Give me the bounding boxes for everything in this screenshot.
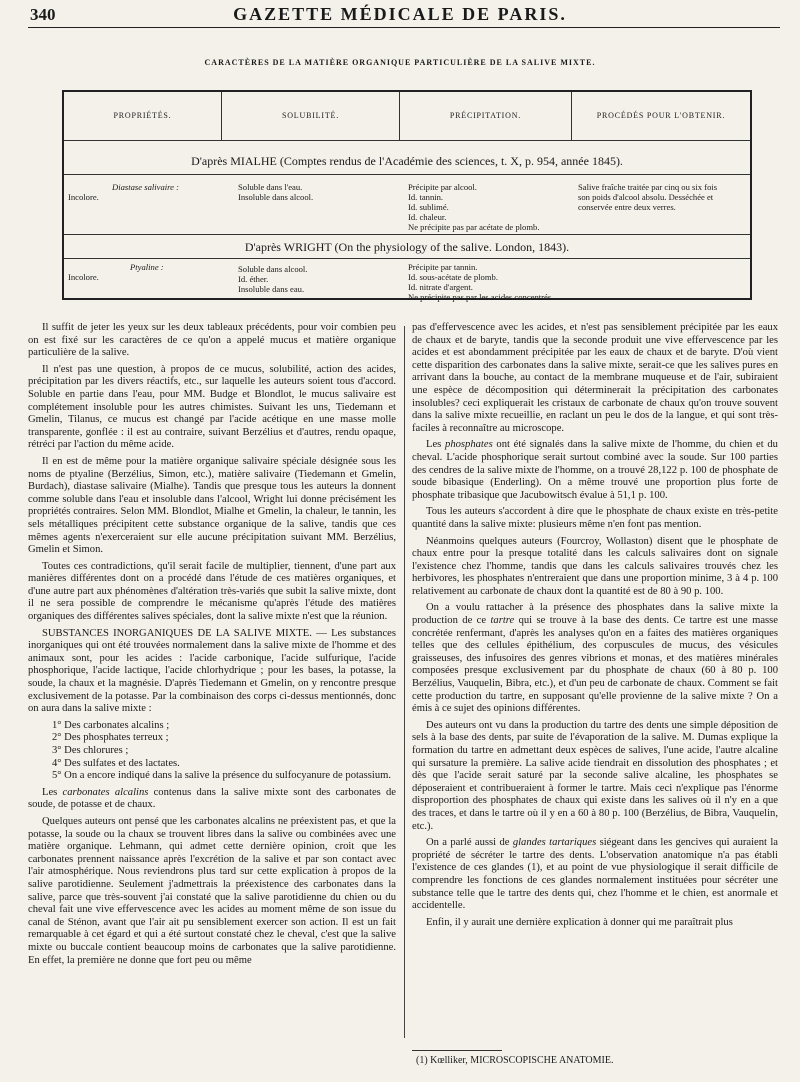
paragraph: Enfin, il y aurait une dernière explication à donner qui me paraîtrait plus bbox=[426, 916, 733, 928]
col-header-proprietes: PROPRIÉTÉS. bbox=[64, 92, 222, 140]
page-header bbox=[0, 0, 800, 26]
row2-prop: Incolore. bbox=[68, 272, 99, 282]
table-rule bbox=[64, 140, 750, 141]
list-item: 3° Des chlorures ; bbox=[52, 745, 129, 756]
table-rule bbox=[64, 258, 750, 259]
properties-table bbox=[62, 90, 752, 300]
list-item: 4° Des sulfates et des lactates. bbox=[52, 757, 180, 769]
page-number: 340 bbox=[30, 5, 56, 24]
footnote: (1) Kœlliker, MICROSCOPISCHE ANATOMIE. bbox=[416, 1055, 614, 1066]
source-wright: D'après WRIGHT (On the physiology of the salive. London, 1843). bbox=[244, 240, 570, 254]
row1-procedure: Salive fraîche traitée par cinq ou six fois son poids d'alcool absolu. Desséchée et conservée entre deux verres. bbox=[578, 182, 718, 212]
paragraph: pas d'effervescence avec les acides, et n'est pas sensiblement précipitée par les eaux de chaux et de baryte, tandis que la seconde produit une vive effervescence par les acides et est abondamment précipitée par les eaux de chaux et de baryte. D'où vient cette disparition des carbonates dans la salive mixte, serait-ce que les salives pures en arrivant dans la bouche, au contact de la membrane muqueuse et de l'air, subiraient une espèce de décomposition qui déterminerait la précipitation des carbonates insolubles? ceci expliquerait les cristaux de carbonate de chaux qu'on trouve souvent dans la salive mixte recueillie, en raclant un peu le dos de la langue, et qui sont très-faciles à reconnaître au microscope. bbox=[412, 322, 778, 434]
paragraph: On a voulu rattacher à la présence des phosphates dans la salive mixte la production de ce tartre qui se trouve à la base des dents. Ce tartre est une masse concrétée renfermant, d'après les analyses qu'on en a faites des matières organiques telles que des cellules épithélium, des corpuscules de mucus, des vésicules graisseuses, des infusoires des genres vibrions et monas, et des matières minérales composées presque exclusivement par du phosphate de chaux (60 à 80 p. 100 Berzélius, Vauquelin, Bibra, etc.), et d'un peu de carbonate de chaux. Comment se fait cette production du tartre, en supposant qu'elle provienne de la salive mixte ? On a émis à ce sujet des opinions différentes. bbox=[412, 602, 778, 715]
paragraph: Néanmoins quelques auteurs (Fourcroy, Wollaston) disent que le phosphate de chaux entre pour la presque totalité dans les calculs salivaires dont on signale l'existence chez l'homme, tandis que dans les calculs salivaires trouvés chez les herbivores, les phosphates n'entreraient que dans une proportion minime, 3 à 4 p. 100 relativement au carbonate de chaux dont la quantité est de 80 à 90 p. 100. bbox=[412, 535, 778, 597]
col-header-precipitation: PRÉCIPITATION. bbox=[400, 92, 572, 140]
inorganic-list bbox=[28, 720, 396, 783]
table-rule bbox=[64, 234, 750, 235]
paragraph: SUBSTANCES INORGANIQUES DE LA SALIVE MIXTE. — Les substances inorganiques qui ont été trouvées normalement dans la salive mixte de l'homme et des animaux sont, pour les acides : l'acide carbonique, l'acide sulfurique, l'acide phosphorique, l'acide lactique, l'acide chlorhydrique ; pour les bases, la potasse, la soude, la chaux et la magnésie. D'après Tiedemann et Gmelin, on y rencontre presque exclusivement de la potasse. Par la combinaison des corps ci-dessus mentionnés, donc on aura dans la salive mixte : bbox=[28, 627, 396, 715]
paragraph: Tous les auteurs s'accordent à dire que le phosphate de chaux existe en très-petite quantité dans la salive mixte: plusieurs même n'en font pas mention. bbox=[412, 506, 778, 530]
header-rule bbox=[28, 27, 780, 28]
footnote-rule bbox=[412, 1050, 502, 1051]
paragraph: On a parlé aussi de glandes tartariques siégeant dans les gencives qui auraient la propriété de sécréter le tartre des dents. L'observation anatomique n'a pas établi l'existence de ces glandes (1), et au point de vue physiologique il serait difficile de comprendre les fonctions de ces glandes normalement instituées pour sécréter une substance telle que le tartre des dents qui, chez l'homme et le chien, est anormale et accidentelle. bbox=[412, 837, 778, 912]
row1-name: Diastase salivaire : bbox=[112, 182, 179, 192]
section-heading: SUBSTANCES INORGANIQUES DE LA SALIVE MIXTE. bbox=[42, 627, 312, 639]
paragraph: Il en est de même pour la matière organique salivaire spéciale désignée sous les noms de ptyaline (Berzélius, Simon, etc.), matière salivaire (Tiedemann et Gmelin, Burdach), diastase salivaire (Mialhe). Tandis que presque tous les auteurs la donnent comme soluble dans l'eau et insoluble dans l'alcool, Wright lui donne précisément les propriétés contraires. Selon MM. Blondlot, Mialhe et Gmelin, la chaleur, le tannin, les sels métalliques précipitent cette substance organique de la salive, tandis que ces mêmes agents n'exerceraient sur elle aucune précipitation suivant MM. Berzélius, Gmelin et Simon. bbox=[28, 455, 396, 556]
col-header-procedes: PROCÉDÉS POUR L'OBTENIR. bbox=[596, 111, 726, 120]
column-rule bbox=[404, 326, 405, 1038]
paragraph: Toutes ces contradictions, qu'il serait facile de multiplier, tiennent, d'une part aux manières différentes dont on a procédé dans l'étude de ces matières organiques, et d'une autre part aux phénomènes d'altération très-variés que subit la salive mixte, dont il ne sera possible de comprendre le mécanisme qu'après l'étude des matières organiques des différentes salives spéciales, dont la salive mixte n'est que la réunion. bbox=[28, 560, 396, 623]
journal-title: GAZETTE MÉDICALE DE PARIS. bbox=[233, 4, 567, 24]
table-title: CARACTÈRES DE LA MATIÈRE ORGANIQUE PARTICULIÈRE DE LA SALIVE MIXTE. bbox=[204, 58, 596, 67]
list-item: 5° On a encore indiqué dans la salive la présence du sulfocyanure de potassium. bbox=[52, 770, 392, 782]
row2-name: Ptyaline : bbox=[130, 262, 164, 272]
table-rule bbox=[64, 174, 750, 175]
paragraph: Les carbonates alcalins contenus dans la salive mixte sont des carbonates de soude, de potasse et de chaux. bbox=[28, 786, 396, 811]
row1-solubility: Soluble dans l'eau. Insoluble dans alcool. bbox=[238, 182, 314, 202]
row2-precipitation: Précipite par tannin. Id. sous-acétate de plomb. Id. nitrate d'argent. Ne précipite pas par les acides concentrés. bbox=[408, 262, 554, 302]
paragraph: Les phosphates ont été signalés dans la salive mixte de l'homme, du chien et du cheval. L'acide phosphorique serait surtout combiné avec la soude. Sur 100 parties des cendres de la salive mixte de l'homme, on a trouvé 28,122 p. 100 de phosphate de soude bibasique (Enderling). On a même trouvé une proportion plus forte de phosphate tribasique que Jacubowitsch évalue à 51,1 p. 100. bbox=[412, 439, 778, 501]
left-column bbox=[28, 322, 396, 971]
row1-prop: Incolore. bbox=[68, 192, 99, 202]
paragraph: Quelques auteurs ont pensé que les carbonates alcalins ne préexistent pas, et que la potasse, la soude ou la chaux se trouvent libres dans la salive ou combinées avec une matière organique. Lehmann, qui admet cette dernière opinion, croit que les carbonates prennent naissance après l'excrétion de la salive et par son contact avec l'air atmosphérique. Nous reviendrons plus tard sur cette explication à propos de la salive parotidienne. Seulement j'admettrais la préexistence des carbonates dans la salive, parce que très-souvent j'ai constaté que la salive parotidienne du chien ou du cheval fait une vive effervescence avec les acides au moment même de son issue du canal de Sténon, avant que l'air ait pu sensiblement exercer son action. Il est un fait remarquable à cet égard et qui a été surtout constaté chez le cheval, c'est que la salive mixte ou buccale contient beaucoup moins de carbonates que la salive parotidienne. En effet, la première ne donne que fort peu ou même bbox=[28, 815, 396, 966]
col-header-solubilite: SOLUBILITÉ. bbox=[222, 92, 400, 140]
paragraph: Il n'est pas une question, à propos de ce mucus, solubilité, action des acides, précipitation par les divers réactifs, etc., sur laquelle les auteurs soient tous d'accord. Soluble en partie dans l'eau, pour MM. Budge et Blondlot, le mucus salivaire est complétement insoluble pour les autres chimistes. Suivant les uns, Tiedemann et Gmelin, Tilanus, ce mucus est changé par l'acide acétique en une masse molle transparente, gonflée : il est au contraire, suivant Berzélius et d'autres, rendu opaque, rétréci par l'action du même acide. bbox=[28, 363, 396, 451]
row1-precipitation: Précipite par alcool. Id. tannin. Id. sublimé. Id. chaleur. Ne précipite pas par acétate de plomb. bbox=[408, 182, 540, 232]
list-item: 1° Des carbonates alcalins ; bbox=[52, 719, 170, 731]
list-item: 2° Des phosphates terreux ; bbox=[52, 732, 169, 744]
paragraph: Des auteurs ont vu dans la production du tartre des dents une simple déposition de sels à la base des dents, par suite de l'évaporation de la salive. M. Dumas explique la formation du tartre en admettant deux espèces de salives, l'une acide, l'autre alcaline qui sursature la première. La salive acide tiendrait en dissolution des phosphates ; et dès que l'acide serait saturé par la seconde salive alcaline, les phosphates se déposeraient et contribueraient à former le tartre. Mais ceci n'explique pas l'énorme disproportion des phosphates de chaux qui existe dans les salives où il n'y en a que des traces, et dans le tartre où il y en a 60 à 80 p. 100 (Berzélius, de Bibra, Vauquelin, etc.). bbox=[412, 719, 778, 832]
source-mialhe: D'après MIALHE (Comptes rendus de l'Académie des sciences, t. X, p. 954, année 1845). bbox=[191, 154, 623, 168]
row2-solubility: Soluble dans alcool. Id. éther. Insoluble dans eau. bbox=[238, 264, 308, 294]
paragraph: Il suffit de jeter les yeux sur les deux tableaux précédents, pour voir combien peu on est fixé sur les caractères de ce qu'on a appelé mucus et matière organique particulière de la salive. bbox=[28, 322, 396, 359]
right-column bbox=[412, 322, 778, 933]
